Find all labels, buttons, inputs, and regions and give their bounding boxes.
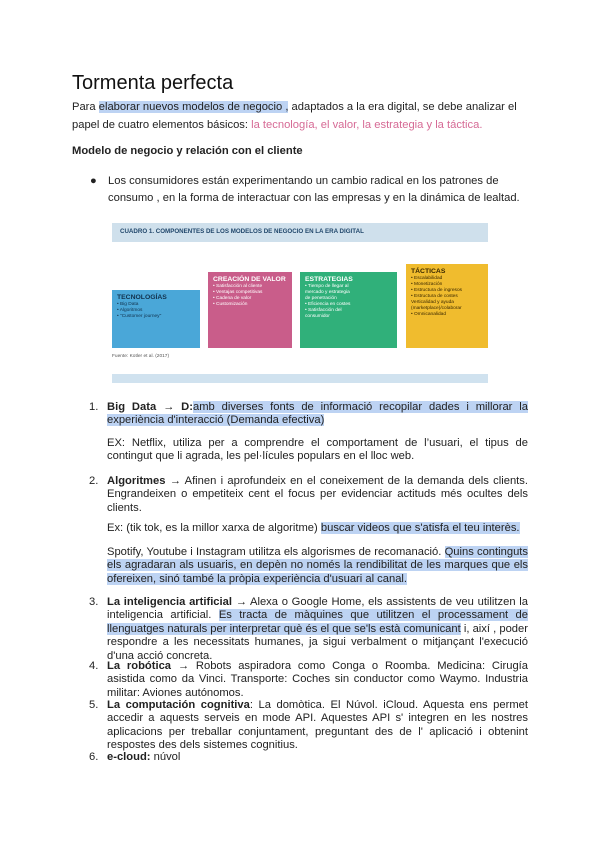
item-bold-tail: D:: [181, 401, 193, 413]
box-line: • Cadena de valor: [213, 295, 252, 301]
item-number: 1.: [89, 401, 99, 413]
item-arrow: →: [156, 401, 182, 413]
box-line: consumidor: [305, 313, 330, 319]
box-line: • Eficiencia en costes: [305, 301, 351, 307]
box-line: • Monetización: [411, 281, 443, 287]
item-text: núvol: [150, 751, 181, 763]
item-bold: La inteligencia artificial: [107, 596, 232, 608]
strategies-box: [300, 272, 397, 348]
bullet-text: Los consumidores están experimentando un cambio radical en los patrones de consumo , en la forma de interactuar con las empresas y en la dinámica de lealtad.: [108, 175, 520, 204]
item-text: → Robots aspiradora como Conga o Roomba. Medicina: Cirugía asistida como da Vinci. Transporte: Coches sin conductor como Waymo. Industria militar: Aviones autónomos.: [107, 660, 528, 699]
example-highlight: buscar videos que s'atisfa el teu interès.: [320, 522, 520, 534]
page-title: Tormenta perfecta: [72, 72, 234, 94]
section-heading: Modelo de negocio y relación con el cliente: [72, 145, 303, 157]
box-line: • Estructura de costes: [411, 293, 458, 299]
item-bold: La robótica: [107, 660, 172, 672]
item-bold: Algoritmes: [107, 475, 166, 487]
figure-bottom-bar: [112, 374, 488, 383]
item-tail: i, així , poder respondre a les necessitats humanes, ja sigui verbalment o mitjançant l'execució d'una acció concreta.: [107, 622, 528, 662]
item-example: [107, 522, 528, 535]
box-line: • Big Data: [117, 301, 139, 307]
box-line: • Estructura de ingresos: [411, 287, 463, 293]
item-number: 2.: [89, 475, 99, 487]
item-example: EX: Netflix, utiliza per a comprendre el comportament de l’usuari, el tipus de contingut que li agrada, les pel·lícules populars en el lloc web.: [107, 437, 528, 463]
box-title: ESTRATEGIAS: [305, 276, 353, 283]
item-body: [107, 596, 528, 663]
box-title: TÁCTICAS: [411, 268, 446, 275]
item-body: [107, 660, 528, 700]
item-text: → Alexa o Google Home, els assistents de veu utilitzen la inteligencia artificial.: [107, 596, 528, 622]
tactics-box: [406, 264, 488, 348]
box-line: • "Customer journey": [117, 313, 162, 319]
item-body: [107, 751, 528, 764]
item-body: [107, 401, 528, 428]
item-number: 5.: [89, 699, 99, 711]
item-text: : La domòtica. El Núvol. iCloud. Aquesta ens permet accedir a aquests serveis en mode API. Aquestes API s' integren en les nostres aplicacions per treballar conjuntament, preguntant des de l' aplicació i obtenint respostes des dels sistemes cognitius.: [107, 699, 528, 752]
box-line: (marketplace)/colaborar: [411, 305, 462, 311]
box-line: de penetración: [305, 295, 337, 301]
intro-highlight: elaborar nuevos modelos de negocio ,: [98, 101, 289, 113]
item-number: 4.: [89, 660, 99, 672]
intro-paragraph: [72, 98, 528, 134]
box-line: mercado y estrategia: [305, 289, 350, 295]
box-line: • Customización: [213, 301, 248, 307]
intro-pink-text: la tecnología, el valor, la estrategia y la táctica.: [251, 119, 483, 131]
item-number: 3.: [89, 596, 99, 608]
item-number: 6.: [89, 751, 99, 763]
item-bold: La computación cognitiva: [107, 699, 250, 711]
item-body: [107, 475, 528, 515]
intro-middle: adaptados a la era digital, se debe analizar el papel de cuatro elementos básicos:: [72, 101, 517, 131]
box-title: CREACIÓN DE VALOR: [213, 276, 286, 283]
business-model-figure: [112, 221, 488, 389]
figure-heading-bar: [112, 223, 488, 242]
figure-heading: CUADRO 1. COMPONENTES DE LOS MODELOS DE NEGOCIO EN LA ERA DIGITAL: [120, 228, 364, 235]
box-line: • Tiempo de llegar al: [305, 283, 349, 289]
box-line: • Satisfacción al cliente: [213, 283, 263, 289]
box-line: Verticalidad y ayuda: [411, 299, 454, 305]
item-extra: [107, 546, 528, 586]
value-creation-box: [208, 272, 292, 348]
item-highlight: Es tracta de màquines que utilitzen el processament de llenguatges naturals per interpretar què és el que se'ls està comunicant: [107, 609, 528, 635]
box-title: TECNOLOGÍAS: [117, 294, 167, 301]
box-line: • Satisfacción del: [305, 307, 342, 313]
technologies-box: [112, 290, 200, 348]
box-line: • Algoritmos: [117, 307, 143, 313]
box-line: • Omnicanalidad: [411, 312, 447, 318]
bullet-dot: ●: [90, 175, 97, 187]
item-bold: e-cloud:: [107, 751, 151, 763]
box-line: • Escalabilidad: [411, 275, 443, 281]
extra-prefix: Spotify, Youtube i Instagram utilitza els algorismes de recomanació.: [107, 546, 445, 558]
intro-prefix: Para: [72, 101, 99, 113]
item-bold: Big Data: [107, 401, 157, 413]
example-prefix: Ex: (tik tok, es la millor xarxa de algoritme): [107, 522, 321, 534]
item-highlight: amb diverses fonts de informació recopilar dades i millorar la experiència d'interacció (Demanda efectiva): [107, 401, 528, 427]
item-text: → Afinen i aprofundeix en el coneixement de la demanda dels clients. Engrandeixen o empetiteix cent el focus per evidenciar actituds més ocultes dels clients.: [107, 475, 528, 514]
item-body: [107, 699, 528, 753]
box-line: • Ventajas competitivas: [213, 289, 263, 295]
figure-source: Fuente: Kotler et al. (2017): [112, 354, 170, 359]
extra-highlight: Quins continguts els agradaran als usuaris, en depèn no només la rendibilitat de les marques que els ofereixen, sinó també la pròpia experiència d'usuari al canal.: [107, 546, 528, 585]
